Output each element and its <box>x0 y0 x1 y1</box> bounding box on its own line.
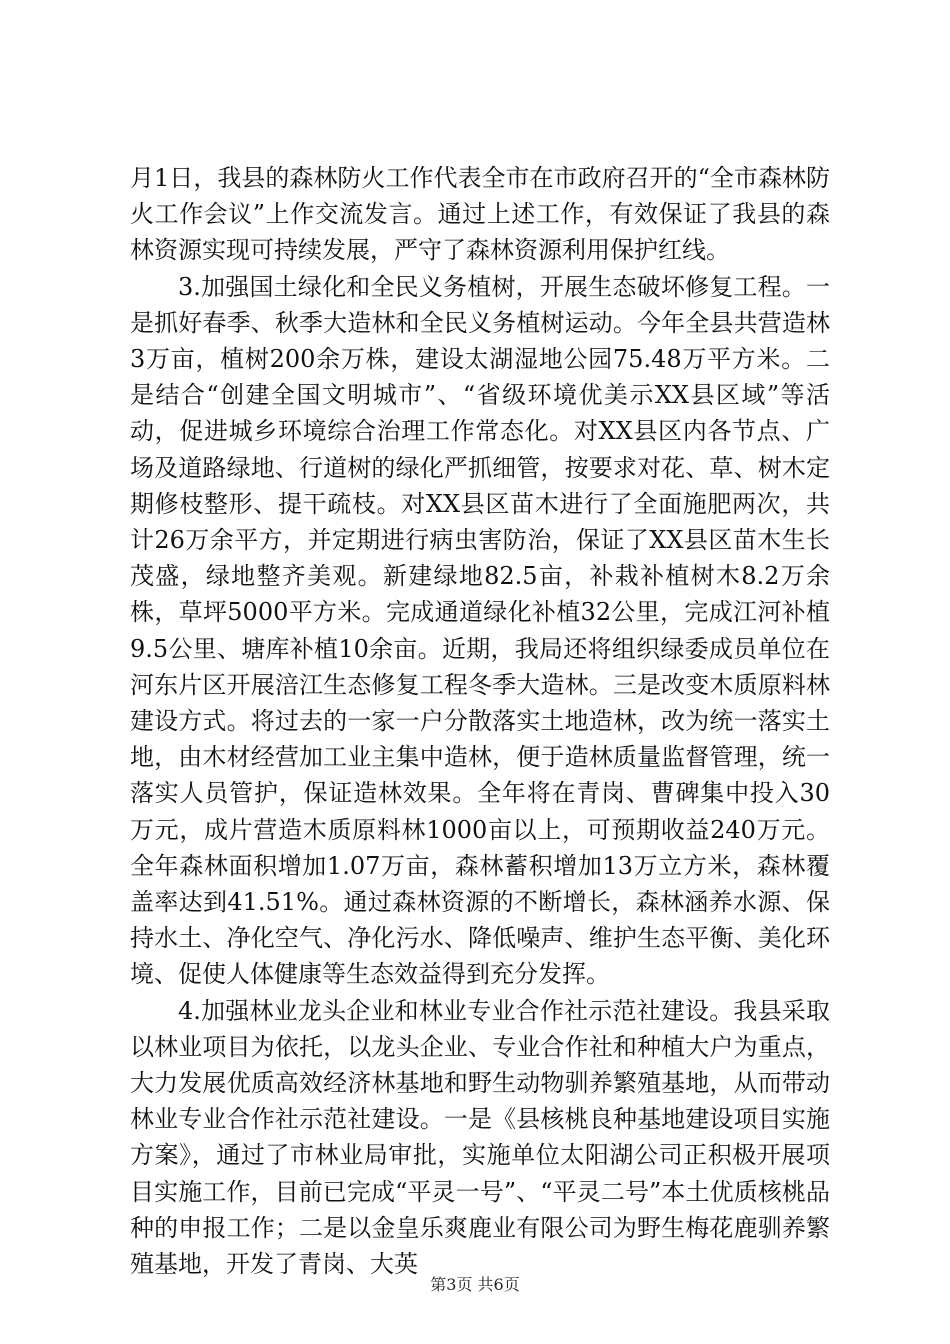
paragraph-section-4: 4.加强林业龙头企业和林业专业合作社示范社建设。我县采取以林业项目为依托，以龙头企业、专业合作社和种植大户为重点，大力发展优质高效经济林基地和野生动物驯养繁殖基地，从而带动林业专业合作社示范社建设。一是《县核桃良种基地建设项目实施方案》，通过了市林业局审批，实施单位太阳湖公司正积极开展项目实施工作，目前已完成“平灵一号”、“平灵二号”本土优质核桃品种的申报工作；二是以金皇乐爽鹿业有限公司为野生梅花鹿驯养繁殖基地，开发了青岗、大英 <box>130 996 830 1279</box>
paragraph-continued: 月1日，我县的森林防火工作代表全市在市政府召开的“全市森林防火工作会议”上作交流发言。通过上述工作，有效保证了我县的森林资源实现可持续发展，严守了森林资源利用保护红线。 <box>130 164 830 265</box>
document-body <box>130 160 830 1282</box>
page-number-footer: 第3页 共6页 <box>430 1275 520 1294</box>
paragraph-section-3: 3.加强国土绿化和全民义务植树，开展生态破坏修复工程。一是抓好春季、秋季大造林和全民义务植树运动。今年全县共营造林3万亩，植树200余万株，建设太湖湿地公园75.48万平方米。二是结合“创建全国文明城市”、“省级环境优美示XX县区域”等活动，促进城乡环境综合治理工作常态化。对XX县区内各节点、广场及道路绿地、行道树的绿化严抓细管，按要求对花、草、树木定期修枝整形、提干疏枝。对XX县区苗木进行了全面施肥两次，共计26万余平方，并定期进行病虫害防治，保证了XX县区苗木生长茂盛，绿地整齐美观。新建绿地82.5亩，补栽补植树木8.2万余株，草坪5000平方米。完成通道绿化补植32公里，完成江河补植9.5公里、塘库补植10余亩。近期，我局还将组织绿委成员单位在河东片区开展涪江生态修复工程冬季大造林。三是改变木质原料林建设方式。将过去的一家一户分散落实土地造林，改为统一落实土地，由木材经营加工业主集中造林，便于造林质量监督管理，统一落实人员管护，保证造林效果。全年将在青岗、曹碑集中投入30万元，成片营造木质原料林1000亩以上，可预期收益240万元。全年森林面积增加1.07万亩，森林蓄积增加13万立方米，森林覆盖率达到41.51%。通过森林资源的不断增长，森林涵养水源、保持水土、净化空气、净化污水、降低噪声、维护生态平衡、美化环境、促使人体健康等生态效益得到充分发挥。 <box>130 272 830 989</box>
